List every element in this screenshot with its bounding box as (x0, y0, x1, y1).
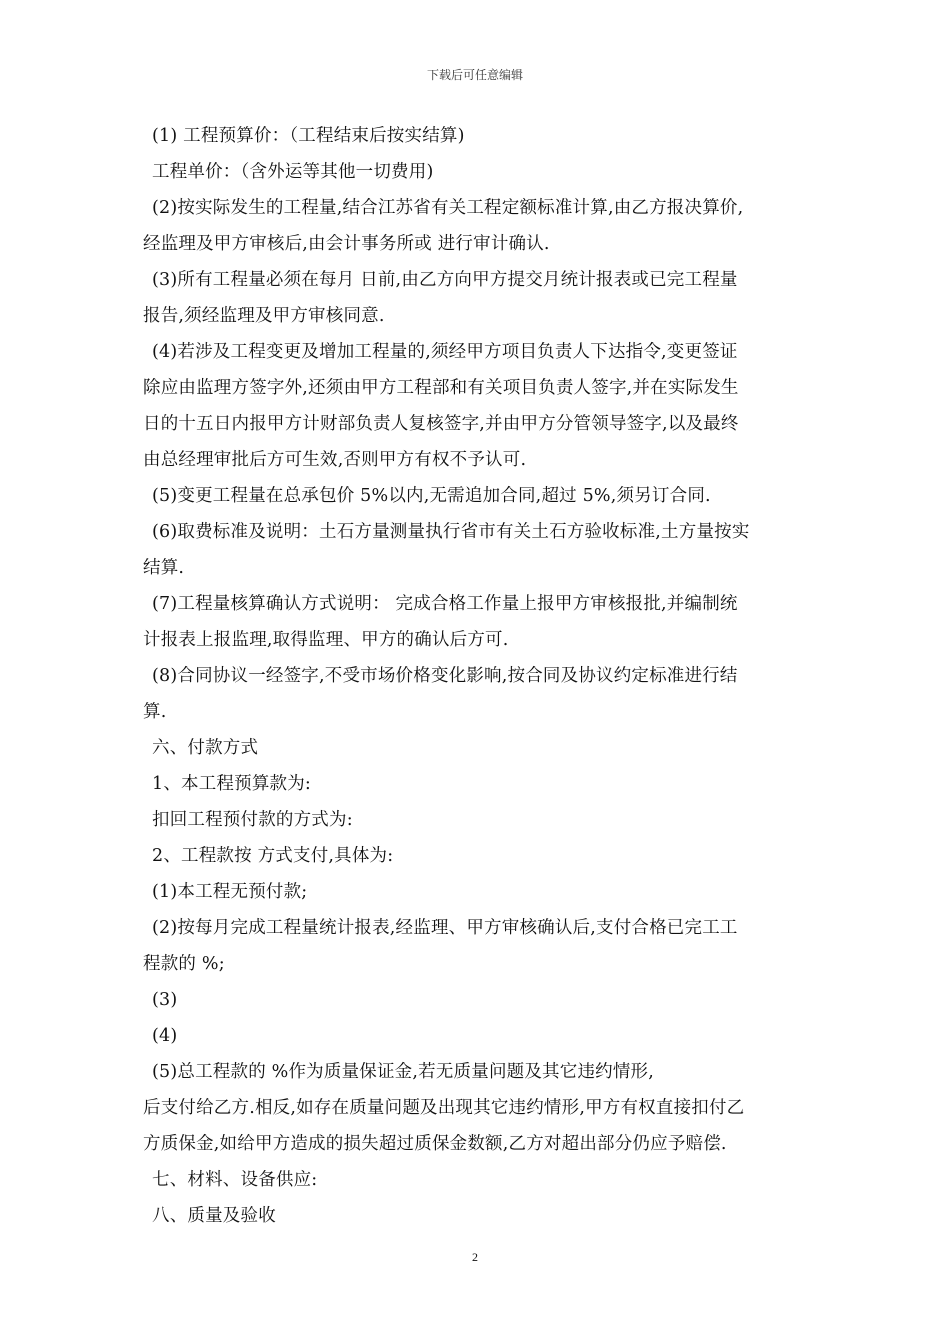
text-line: 除应由监理方签字外,还须由甲方工程部和有关项目负责人签字,并在实际发生 (143, 378, 739, 398)
section-heading: 七、材料、设备供应: (152, 1170, 318, 1190)
text-line: (4) (152, 1026, 178, 1046)
page-number: 2 (472, 1250, 478, 1264)
text-line: 由总经理审批后方可生效,否则甲方有权不予认可. (143, 450, 527, 470)
text-line: 扣回工程预付款的方式为: (152, 810, 353, 830)
text-line: (3)所有工程量必须在每月 日前,由乙方向甲方提交月统计报表或已完工程量 (152, 270, 738, 290)
page-header: 下载后可任意编辑 (426, 68, 523, 82)
text-line: (5)变更工程量在总承包价 5%以内,无需追加合同,超过 5%,须另订合同. (152, 486, 711, 506)
text-line: 报告,须经监理及甲方审核同意. (143, 306, 385, 326)
text-line: (3) (152, 990, 178, 1010)
text-line: 程款的 %; (143, 954, 225, 974)
text-line: (1) 工程预算价：（工程结束后按实结算) (152, 126, 465, 146)
text-line: (8)合同协议一经签字,不受市场价格变化影响,按合同及协议约定标准进行结 (152, 666, 738, 686)
text-line: 后支付给乙方.相反,如存在质量问题及出现其它违约情形,甲方有权直接扣付乙 (143, 1098, 745, 1118)
section-heading: 六、付款方式 (152, 738, 259, 758)
document-body (143, 118, 823, 1234)
text-line: 工程单价：（含外运等其他一切费用) (152, 162, 434, 182)
text-line: 1、本工程预算款为: (152, 774, 312, 794)
section-heading: 八、质量及验收 (152, 1206, 276, 1226)
text-line: 结算. (143, 558, 185, 578)
text-line: (6)取费标准及说明：土石方量测量执行省市有关土石方验收标准,土方量按实 (152, 522, 750, 542)
text-line: 计报表上报监理,取得监理、甲方的确认后方可. (143, 630, 509, 650)
text-line: 算. (143, 702, 167, 722)
text-line: 经监理及甲方审核后,由会计事务所或 进行审计确认. (143, 234, 550, 254)
text-line: 2、工程款按 方式支付,具体为: (152, 846, 394, 866)
text-line: (5)总工程款的 %作为质量保证金,若无质量问题及其它违约情形, (152, 1062, 655, 1082)
text-line: (7)工程量核算确认方式说明： 完成合格工作量上报甲方审核报批,并编制统 (152, 594, 738, 614)
text-line: (4)若涉及工程变更及增加工程量的,须经甲方项目负责人下达指令,变更签证 (152, 342, 738, 362)
text-line: (1)本工程无预付款; (152, 882, 308, 902)
text-line: 日的十五日内报甲方计财部负责人复核签字,并由甲方分管领导签字,以及最终 (143, 414, 739, 434)
text-line: 方质保金,如给甲方造成的损失超过质保金数额,乙方对超出部分仍应予赔偿. (143, 1134, 727, 1154)
text-line: (2)按每月完成工程量统计报表,经监理、甲方审核确认后,支付合格已完工工 (152, 918, 738, 938)
text-line: (2)按实际发生的工程量,结合江苏省有关工程定额标准计算,由乙方报决算价, (152, 198, 744, 218)
